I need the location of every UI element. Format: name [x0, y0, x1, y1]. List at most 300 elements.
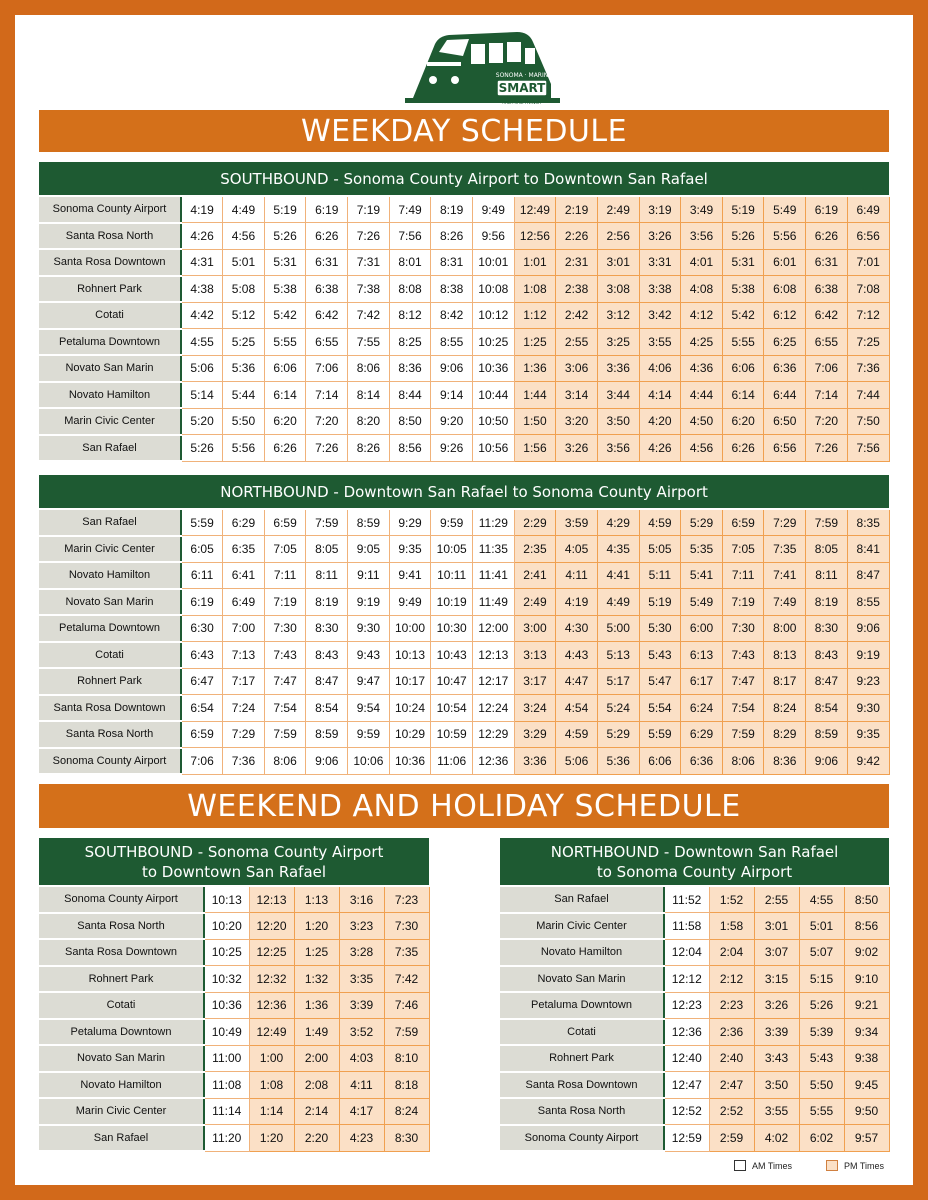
- pm-time-cell: 3:15: [754, 966, 799, 993]
- table-header: SOUTHBOUND - Sonoma County Airport to Downtown San Rafael: [39, 162, 889, 196]
- pm-time-cell: 1:08: [249, 1072, 294, 1099]
- am-time-cell: 6:54: [181, 695, 223, 722]
- pm-time-cell: 4:35: [597, 536, 639, 563]
- pm-time-cell: 5:13: [597, 642, 639, 669]
- am-time-cell: 7:42: [348, 302, 390, 329]
- am-time-cell: 7:30: [264, 615, 306, 642]
- table-row: [39, 913, 429, 940]
- am-time-cell: 10:59: [431, 721, 473, 748]
- pm-time-cell: 2:29: [514, 509, 556, 536]
- pm-time-cell: 4:55: [799, 886, 844, 913]
- am-time-cell: 8:06: [348, 355, 390, 382]
- pm-time-cell: 2:08: [294, 1072, 339, 1099]
- am-time-cell: 5:42: [264, 302, 306, 329]
- station-name: Santa Rosa Downtown: [500, 1072, 664, 1099]
- pm-time-cell: 6:38: [806, 276, 848, 303]
- am-time-cell: 10:43: [431, 642, 473, 669]
- pm-time-cell: 6:00: [681, 615, 723, 642]
- pm-time-cell: 9:45: [844, 1072, 889, 1099]
- am-time-cell: 5:38: [264, 276, 306, 303]
- table-row: [500, 939, 889, 966]
- pm-time-cell: 3:35: [339, 966, 384, 993]
- smart-train-logo: [405, 26, 560, 106]
- pm-time-cell: 3:13: [514, 642, 556, 669]
- pm-time-cell: 3:55: [754, 1098, 799, 1125]
- pm-time-cell: 5:19: [639, 589, 681, 616]
- pm-time-cell: 3:36: [514, 748, 556, 775]
- pm-time-cell: 1:25: [514, 329, 556, 356]
- am-time-cell: 5:19: [264, 196, 306, 223]
- am-time-cell: 8:01: [389, 249, 431, 276]
- pm-time-cell: 7:59: [384, 1019, 429, 1046]
- pm-time-cell: 6:06: [639, 748, 681, 775]
- pm-time-cell: 4:19: [556, 589, 598, 616]
- table-row: [39, 249, 889, 276]
- pm-time-cell: 4:29: [597, 509, 639, 536]
- station-name: Sonoma County Airport: [39, 748, 181, 775]
- am-time-cell: 9:59: [348, 721, 390, 748]
- pm-time-cell: 1:50: [514, 408, 556, 435]
- pm-time-cell: 7:46: [384, 992, 429, 1019]
- am-time-cell: 6:41: [223, 562, 265, 589]
- pm-time-cell: 5:55: [722, 329, 764, 356]
- am-time-cell: 10:36: [389, 748, 431, 775]
- pm-time-cell: 8:24: [384, 1098, 429, 1125]
- station-name: Petaluma Downtown: [39, 329, 181, 356]
- am-time-cell: 6:38: [306, 276, 348, 303]
- pm-time-cell: 8:47: [847, 562, 889, 589]
- am-time-cell: 11:06: [431, 748, 473, 775]
- am-time-cell: 12:04: [664, 939, 709, 966]
- pm-time-cell: 4:56: [681, 435, 723, 462]
- am-time-cell: 10:00: [389, 615, 431, 642]
- pm-time-cell: 5:24: [597, 695, 639, 722]
- am-time-cell: 6:43: [181, 642, 223, 669]
- table-row: [500, 1098, 889, 1125]
- am-time-cell: 10:36: [472, 355, 514, 382]
- pm-time-cell: 12:36: [249, 992, 294, 1019]
- pm-time-cell: 6:01: [764, 249, 806, 276]
- pm-time-cell: 4:20: [639, 408, 681, 435]
- pm-time-cell: 8:35: [847, 509, 889, 536]
- pm-time-cell: 9:42: [847, 748, 889, 775]
- pm-time-cell: 8:43: [806, 642, 848, 669]
- pm-time-cell: 3:26: [754, 992, 799, 1019]
- pm-time-cell: 3:50: [597, 408, 639, 435]
- pm-time-cell: 6:36: [681, 748, 723, 775]
- pm-time-cell: 8:54: [806, 695, 848, 722]
- am-time-cell: 9:06: [431, 355, 473, 382]
- pm-time-cell: 7:19: [722, 589, 764, 616]
- pm-time-cell: 5:38: [722, 276, 764, 303]
- pm-time-cell: 5:54: [639, 695, 681, 722]
- pm-time-cell: 5:00: [597, 615, 639, 642]
- pm-time-cell: 4:49: [597, 589, 639, 616]
- pm-time-cell: 4:26: [639, 435, 681, 462]
- am-time-cell: 10:08: [472, 276, 514, 303]
- am-time-cell: 5:59: [181, 509, 223, 536]
- table-row: [39, 1072, 429, 1099]
- pm-time-cell: 1:36: [514, 355, 556, 382]
- station-name: Sonoma County Airport: [39, 196, 181, 223]
- pm-time-cell: 7:06: [806, 355, 848, 382]
- am-time-cell: 7:56: [389, 223, 431, 250]
- am-time-cell: 7:26: [348, 223, 390, 250]
- pm-time-cell: 6:25: [764, 329, 806, 356]
- station-name: Rohnert Park: [39, 276, 181, 303]
- am-time-cell: 4:42: [181, 302, 223, 329]
- pm-time-cell: 5:36: [597, 748, 639, 775]
- pm-time-cell: 9:10: [844, 966, 889, 993]
- am-time-cell: 9:43: [348, 642, 390, 669]
- am-time-cell: 9:26: [431, 435, 473, 462]
- pm-time-cell: 3:28: [339, 939, 384, 966]
- am-time-cell: 9:19: [348, 589, 390, 616]
- pm-time-cell: 7:44: [847, 382, 889, 409]
- pm-time-cell: 6:36: [764, 355, 806, 382]
- table-row: [500, 966, 889, 993]
- pm-time-cell: 4:25: [681, 329, 723, 356]
- am-time-cell: 10:13: [389, 642, 431, 669]
- am-time-cell: 5:31: [264, 249, 306, 276]
- pm-time-cell: 3:01: [597, 249, 639, 276]
- pm-time-cell: 6:12: [764, 302, 806, 329]
- am-time-cell: 9:05: [348, 536, 390, 563]
- pm-time-cell: 3:29: [514, 721, 556, 748]
- am-time-cell: 11:52: [664, 886, 709, 913]
- pm-time-cell: 8:24: [764, 695, 806, 722]
- table-row: [39, 302, 889, 329]
- am-time-cell: 9:54: [348, 695, 390, 722]
- pm-time-cell: 5:19: [722, 196, 764, 223]
- station-name: Marin Civic Center: [39, 536, 181, 563]
- am-time-cell: 10:19: [431, 589, 473, 616]
- pm-time-cell: 2:20: [294, 1125, 339, 1152]
- pm-time-cell: 5:05: [639, 536, 681, 563]
- pm-time-cell: 1:08: [514, 276, 556, 303]
- pm-time-cell: 3:56: [597, 435, 639, 462]
- am-time-cell: 12:17: [472, 668, 514, 695]
- pm-time-cell: 2:47: [709, 1072, 754, 1099]
- pm-time-cell: 12:13: [249, 886, 294, 913]
- am-time-cell: 10:11: [431, 562, 473, 589]
- pm-time-cell: 3:12: [597, 302, 639, 329]
- pm-time-cell: 4:41: [597, 562, 639, 589]
- pm-time-cell: 4:59: [556, 721, 598, 748]
- table-row: [39, 196, 889, 223]
- am-time-cell: 11:20: [204, 1125, 249, 1152]
- am-time-cell: 12:29: [472, 721, 514, 748]
- pm-time-cell: 12:25: [249, 939, 294, 966]
- table-header: [500, 838, 889, 886]
- table-row: [39, 536, 889, 563]
- pm-time-cell: 7:59: [722, 721, 764, 748]
- pm-time-cell: 3:43: [754, 1045, 799, 1072]
- am-time-cell: 7:38: [348, 276, 390, 303]
- pm-time-cell: 8:17: [764, 668, 806, 695]
- pm-time-cell: 7:01: [847, 249, 889, 276]
- am-time-cell: 4:56: [223, 223, 265, 250]
- pm-time-cell: 5:01: [799, 913, 844, 940]
- pm-time-cell: 6:44: [764, 382, 806, 409]
- pm-time-cell: 8:05: [806, 536, 848, 563]
- pm-time-cell: 5:17: [597, 668, 639, 695]
- am-time-cell: 10:54: [431, 695, 473, 722]
- pm-time-cell: 2:41: [514, 562, 556, 589]
- pm-time-cell: 1:13: [294, 886, 339, 913]
- pm-time-cell: 5:43: [799, 1045, 844, 1072]
- am-time-cell: 7:11: [264, 562, 306, 589]
- pm-time-cell: 4:30: [556, 615, 598, 642]
- am-time-cell: 10:32: [204, 966, 249, 993]
- station-name: Novato Hamilton: [39, 382, 181, 409]
- weekday-banner: WEEKDAY SCHEDULE: [39, 110, 889, 152]
- am-time-cell: 8:50: [389, 408, 431, 435]
- pm-time-cell: 3:24: [514, 695, 556, 722]
- station-name: Santa Rosa North: [39, 913, 204, 940]
- pm-time-cell: 6:26: [806, 223, 848, 250]
- am-time-cell: 11:14: [204, 1098, 249, 1125]
- am-time-cell: 11:08: [204, 1072, 249, 1099]
- table-header-line1: SOUTHBOUND - Sonoma County Airport: [84, 842, 384, 861]
- pm-time-cell: 6:17: [681, 668, 723, 695]
- table-header-line1: NORTHBOUND - Downtown San Rafael: [550, 842, 839, 861]
- pm-time-cell: 12:20: [249, 913, 294, 940]
- pm-time-cell: 8:59: [806, 721, 848, 748]
- am-time-cell: 11:58: [664, 913, 709, 940]
- pm-time-cell: 7:14: [806, 382, 848, 409]
- pm-time-cell: 3:55: [639, 329, 681, 356]
- pm-time-cell: 5:43: [639, 642, 681, 669]
- am-time-cell: 7:05: [264, 536, 306, 563]
- weekend-northbound-table: [500, 838, 890, 1152]
- pm-time-cell: 3:31: [639, 249, 681, 276]
- pm-time-cell: 4:05: [556, 536, 598, 563]
- pm-time-cell: 2:55: [754, 886, 799, 913]
- am-time-cell: 8:30: [306, 615, 348, 642]
- am-time-cell: 7:00: [223, 615, 265, 642]
- table-row: [39, 886, 429, 913]
- station-name: Novato San Marin: [39, 589, 181, 616]
- station-name: Santa Rosa Downtown: [39, 249, 181, 276]
- table-header: [39, 838, 429, 886]
- pm-time-cell: 6:20: [722, 408, 764, 435]
- station-name: Santa Rosa North: [39, 721, 181, 748]
- pm-time-cell: 9:02: [844, 939, 889, 966]
- weekday-northbound-table: [39, 475, 890, 775]
- pm-time-cell: 7:43: [722, 642, 764, 669]
- am-time-cell: 8:55: [431, 329, 473, 356]
- am-time-cell: 8:11: [306, 562, 348, 589]
- pm-time-cell: 7:42: [384, 966, 429, 993]
- pm-time-cell: 6:31: [806, 249, 848, 276]
- am-time-cell: 5:20: [181, 408, 223, 435]
- pm-time-cell: 5:47: [639, 668, 681, 695]
- am-time-cell: 12:36: [472, 748, 514, 775]
- station-name: Novato San Marin: [500, 966, 664, 993]
- pm-time-cell: 3:52: [339, 1019, 384, 1046]
- pm-time-cell: 5:11: [639, 562, 681, 589]
- pm-time-cell: 8:47: [806, 668, 848, 695]
- pm-time-cell: 3:26: [639, 223, 681, 250]
- pm-time-cell: 8:36: [764, 748, 806, 775]
- pm-time-cell: 3:25: [597, 329, 639, 356]
- pm-time-cell: 9:30: [847, 695, 889, 722]
- pm-time-cell: 9:57: [844, 1125, 889, 1152]
- am-time-cell: 8:05: [306, 536, 348, 563]
- pm-time-cell: 5:55: [799, 1098, 844, 1125]
- am-time-cell: 6:35: [223, 536, 265, 563]
- logo-text: SMART: [498, 81, 546, 95]
- pm-time-cell: 9:06: [806, 748, 848, 775]
- station-name: Rohnert Park: [39, 668, 181, 695]
- am-time-cell: 12:13: [472, 642, 514, 669]
- pm-time-cell: 4:50: [681, 408, 723, 435]
- am-time-cell: 10:13: [204, 886, 249, 913]
- am-time-cell: 6:42: [306, 302, 348, 329]
- am-time-cell: 8:56: [389, 435, 431, 462]
- pm-time-cell: 7:30: [722, 615, 764, 642]
- station-name: Santa Rosa North: [39, 223, 181, 250]
- am-time-cell: 9:30: [348, 615, 390, 642]
- pm-time-cell: 2:14: [294, 1098, 339, 1125]
- pm-time-cell: 9:23: [847, 668, 889, 695]
- am-time-cell: 10:30: [431, 615, 473, 642]
- pm-time-cell: 7:35: [764, 536, 806, 563]
- pm-time-cell: 5:41: [681, 562, 723, 589]
- pm-time-cell: 1:01: [514, 249, 556, 276]
- pm-time-cell: 9:19: [847, 642, 889, 669]
- am-time-cell: 7:59: [264, 721, 306, 748]
- pm-time-cell: 3:16: [339, 886, 384, 913]
- am-time-cell: 5:36: [223, 355, 265, 382]
- table-row: [39, 939, 429, 966]
- am-time-cell: 8:36: [389, 355, 431, 382]
- am-time-cell: 10:05: [431, 536, 473, 563]
- am-time-cell: 6:26: [264, 435, 306, 462]
- am-time-cell: 9:20: [431, 408, 473, 435]
- pm-time-cell: 7:36: [847, 355, 889, 382]
- table-row: [39, 668, 889, 695]
- pm-time-cell: 7:35: [384, 939, 429, 966]
- am-time-cell: 6:49: [223, 589, 265, 616]
- pm-time-cell: 5:07: [799, 939, 844, 966]
- am-time-cell: 6:19: [181, 589, 223, 616]
- am-time-cell: 7:19: [264, 589, 306, 616]
- station-name: San Rafael: [39, 435, 181, 462]
- am-time-cell: 5:25: [223, 329, 265, 356]
- am-time-cell: 7:06: [306, 355, 348, 382]
- pm-time-cell: 8:50: [844, 886, 889, 913]
- pm-time-cell: 7:56: [847, 435, 889, 462]
- table-row: [39, 509, 889, 536]
- station-name: Cotati: [500, 1019, 664, 1046]
- pm-time-cell: 2:49: [597, 196, 639, 223]
- weekday-southbound-table: [39, 162, 890, 462]
- pm-time-cell: 1:36: [294, 992, 339, 1019]
- table-row: [39, 408, 889, 435]
- pm-time-cell: 7:20: [806, 408, 848, 435]
- am-time-cell: 7:43: [264, 642, 306, 669]
- pm-time-cell: 2:35: [514, 536, 556, 563]
- pm-time-cell: 12:49: [249, 1019, 294, 1046]
- pm-time-cell: 7:30: [384, 913, 429, 940]
- pm-time-cell: 2:49: [514, 589, 556, 616]
- am-time-cell: 8:20: [348, 408, 390, 435]
- pm-time-cell: 9:06: [847, 615, 889, 642]
- station-name: Novato Hamilton: [500, 939, 664, 966]
- am-time-cell: 12:23: [664, 992, 709, 1019]
- pm-time-cell: 8:30: [384, 1125, 429, 1152]
- am-time-cell: 5:01: [223, 249, 265, 276]
- pm-time-cell: 2:31: [556, 249, 598, 276]
- pm-time-cell: 7:11: [722, 562, 764, 589]
- am-time-cell: 6:05: [181, 536, 223, 563]
- am-time-cell: 9:29: [389, 509, 431, 536]
- pm-time-cell: 6:06: [722, 355, 764, 382]
- am-time-cell: 10:44: [472, 382, 514, 409]
- pm-time-cell: 7:41: [764, 562, 806, 589]
- am-time-cell: 6:47: [181, 668, 223, 695]
- am-time-cell: 7:19: [348, 196, 390, 223]
- pm-time-cell: 4:44: [681, 382, 723, 409]
- am-time-cell: 11:41: [472, 562, 514, 589]
- table-row: [39, 1019, 429, 1046]
- station-name: Cotati: [39, 992, 204, 1019]
- am-time-cell: 5:44: [223, 382, 265, 409]
- am-time-cell: 4:26: [181, 223, 223, 250]
- pm-time-cell: 2:19: [556, 196, 598, 223]
- pm-time-cell: 5:26: [799, 992, 844, 1019]
- pm-time-cell: 4:59: [639, 509, 681, 536]
- am-time-cell: 7:14: [306, 382, 348, 409]
- table-row: [39, 615, 889, 642]
- pm-time-cell: 3:44: [597, 382, 639, 409]
- station-name: Sonoma County Airport: [500, 1125, 664, 1152]
- pm-time-cell: 3:50: [754, 1072, 799, 1099]
- am-time-cell: 9:47: [348, 668, 390, 695]
- am-time-cell: 11:49: [472, 589, 514, 616]
- table-row: [39, 355, 889, 382]
- table-row: [500, 886, 889, 913]
- am-time-cell: 10:49: [204, 1019, 249, 1046]
- am-time-cell: 8:12: [389, 302, 431, 329]
- pm-time-cell: 3:20: [556, 408, 598, 435]
- am-time-cell: 6:55: [306, 329, 348, 356]
- am-time-cell: 5:50: [223, 408, 265, 435]
- pm-time-cell: 7:59: [806, 509, 848, 536]
- am-time-cell: 7:06: [181, 748, 223, 775]
- table-row: [500, 1045, 889, 1072]
- pm-time-cell: 3:17: [514, 668, 556, 695]
- table-header: NORTHBOUND - Downtown San Rafael to Sonoma County Airport: [39, 475, 889, 509]
- am-time-cell: 5:12: [223, 302, 265, 329]
- am-time-cell: 7:31: [348, 249, 390, 276]
- pm-time-cell: 4:06: [639, 355, 681, 382]
- am-time-cell: 8:25: [389, 329, 431, 356]
- am-time-cell: 7:55: [348, 329, 390, 356]
- pm-time-cell: 3:14: [556, 382, 598, 409]
- am-time-cell: 6:59: [181, 721, 223, 748]
- am-time-cell: 6:06: [264, 355, 306, 382]
- pm-time-cell: 9:21: [844, 992, 889, 1019]
- pm-time-cell: 4:36: [681, 355, 723, 382]
- pm-time-cell: 6:14: [722, 382, 764, 409]
- pm-time-cell: 2:38: [556, 276, 598, 303]
- pm-time-cell: 9:34: [844, 1019, 889, 1046]
- am-time-cell: 10:01: [472, 249, 514, 276]
- am-time-cell: 9:14: [431, 382, 473, 409]
